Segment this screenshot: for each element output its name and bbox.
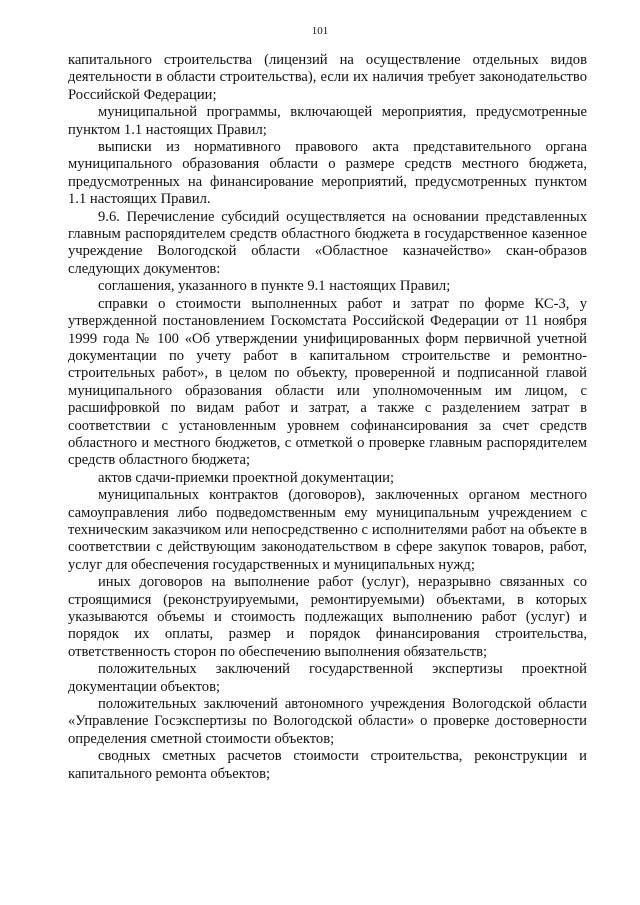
paragraph-state-expertise: положительных заключений государственной экспертизы проектной документации объектов; (68, 661, 587, 695)
paragraph-budget-extract: выписки из нормативного правового акта представительного органа муниципального образования области о размере средств местного бюджета, предусмотренных на финансирование мероприятий, предусмотренных пунктом 1.1 настоящих Правил. (68, 139, 587, 208)
document-body (68, 52, 587, 783)
page-number: 101 (311, 25, 329, 37)
paragraph-ks3-certificate: справки о стоимости выполненных работ и затрат по форме КС-3, у утвержденной постановлением Госкомстата Российской Федерации от 11 ноября 1999 года № 100 «Об утверждении унифицированных форм первичной учетной документации по учету работ в капитальном строительстве и ремонтно-строительных работ», в целом по объекту, проверенной и подписанной главой муниципального образования области или уполномоченным им лицом, с расшифровкой по видам работ и затрат, а также с разделением затрат в соответствии с установленным уровнем софинансирования за счет средств областного и местного бюджетов, с отметкой о проверке главным распорядителем средств областного бюджета; (68, 295, 587, 469)
paragraph-agreement: соглашения, указанного в пункте 9.1 настоящих Правил; (98, 278, 451, 295)
paragraph-acceptance-acts: актов сдачи-приемки проектной документации; (98, 469, 395, 486)
paragraph-9-6: 9.6. Перечисление субсидий осуществляется на основании представленных главным распорядителем средств областного бюджета в государственное казенное учреждение Вологодской области «Областное казначейство» скан-образов следующих документов: (68, 208, 587, 277)
paragraph-licenses: капитального строительства (лицензий на осуществление отдельных видов деятельности в области строительства), если их наличия требует законодательство Российской Федерации; (68, 52, 587, 103)
paragraph-other-contracts: иных договоров на выполнение работ (услуг), неразрывно связанных со строящимися (реконструируемыми, ремонтируемыми) объектами, в которых указываются объемы и стоимость подлежащих выполнению работ (услуг) и порядок их оплаты, размер и порядок финансирования строительства, ответственность сторон по обеспечению выполнения обязательств; (68, 574, 587, 660)
paragraph-municipal-program: муниципальной программы, включающей мероприятия, предусмотренные пунктом 1.1 настоящих Правил; (68, 104, 587, 138)
paragraph-autonomous-institution: положительных заключений автономного учреждения Вологодской области «Управление Госэкспертизы по Вологодской области» о проверке достоверности определения сметной стоимости объектов; (68, 696, 587, 747)
paragraph-summary-estimates: сводных сметных расчетов стоимости строительства, реконструкции и капитального ремонта объектов; (68, 748, 587, 782)
paragraph-municipal-contracts: муниципальных контрактов (договоров), заключенных органом местного самоуправления либо подведомственным ему муниципальным учреждением с техническим заказчиком или непосредственно с исполнителями работ на объекте в соответствии с действующим законодательством в сфере закупок товаров, работ, услуг для обеспечения государственных и муниципальных нужд; (68, 487, 587, 573)
